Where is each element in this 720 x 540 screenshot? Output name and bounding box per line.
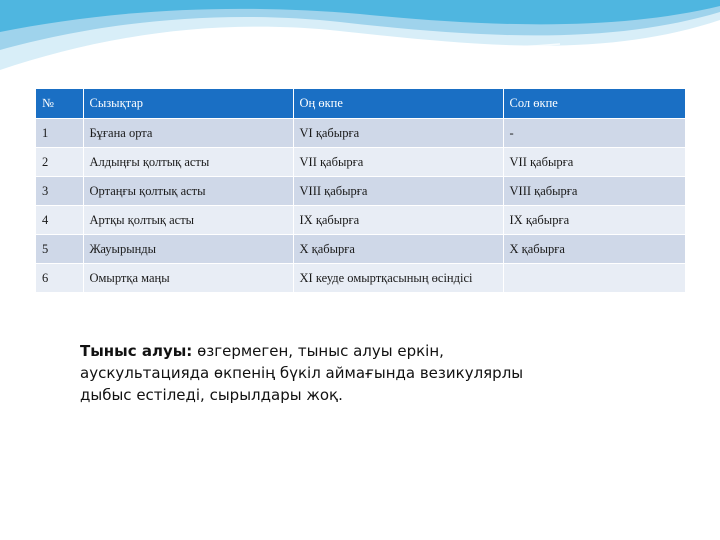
- table-row: [36, 206, 685, 235]
- cell-left-lung: X қабырға: [503, 235, 685, 264]
- cell-right-lung: IX қабырға: [293, 206, 503, 235]
- table-row: [36, 119, 685, 148]
- header-left-lung: Сол өкпе: [503, 89, 685, 119]
- cell-left-lung: -: [503, 119, 685, 148]
- cell-left-lung: IX қабырға: [503, 206, 685, 235]
- cell-line: Ортаңғы қолтық асты: [83, 177, 293, 206]
- cell-line: Жауырынды: [83, 235, 293, 264]
- table-row: [36, 148, 685, 177]
- breathing-text: өзгермеген, тыныс алуы еркін, аускультацияда өкпенің бүкіл аймағында везикулярлы дыбыс естіледі, сырылдары жоқ.: [80, 342, 524, 404]
- cell-right-lung: VIII қабырға: [293, 177, 503, 206]
- breathing-label: Тыныс алуы:: [80, 342, 193, 360]
- cell-number: 5: [36, 235, 83, 264]
- cell-left-lung: [503, 264, 685, 293]
- cell-left-lung: VIII қабырға: [503, 177, 685, 206]
- cell-number: 3: [36, 177, 83, 206]
- cell-right-lung: VI қабырға: [293, 119, 503, 148]
- table-row: [36, 177, 685, 206]
- cell-number: 4: [36, 206, 83, 235]
- cell-number: 1: [36, 119, 83, 148]
- table-row: [36, 235, 685, 264]
- cell-line: Артқы қолтық асты: [83, 206, 293, 235]
- cell-number: 2: [36, 148, 83, 177]
- header-right-lung: Оң өкпе: [293, 89, 503, 119]
- cell-line: Алдыңғы қолтық асты: [83, 148, 293, 177]
- table-header-row: [36, 89, 685, 119]
- decorative-waves: [0, 0, 720, 90]
- header-number: №: [36, 89, 83, 119]
- cell-left-lung: VII қабырға: [503, 148, 685, 177]
- breathing-paragraph: [80, 340, 560, 406]
- cell-line: Бұғана орта: [83, 119, 293, 148]
- table-row: [36, 264, 685, 293]
- cell-right-lung: X қабырға: [293, 235, 503, 264]
- lung-borders-table: [36, 89, 686, 292]
- cell-right-lung: XI кеуде омыртқасының өсіндісі: [293, 264, 503, 293]
- cell-line: Омыртқа маңы: [83, 264, 293, 293]
- cell-right-lung: VII қабырға: [293, 148, 503, 177]
- cell-number: 6: [36, 264, 83, 293]
- header-lines: Сызықтар: [83, 89, 293, 119]
